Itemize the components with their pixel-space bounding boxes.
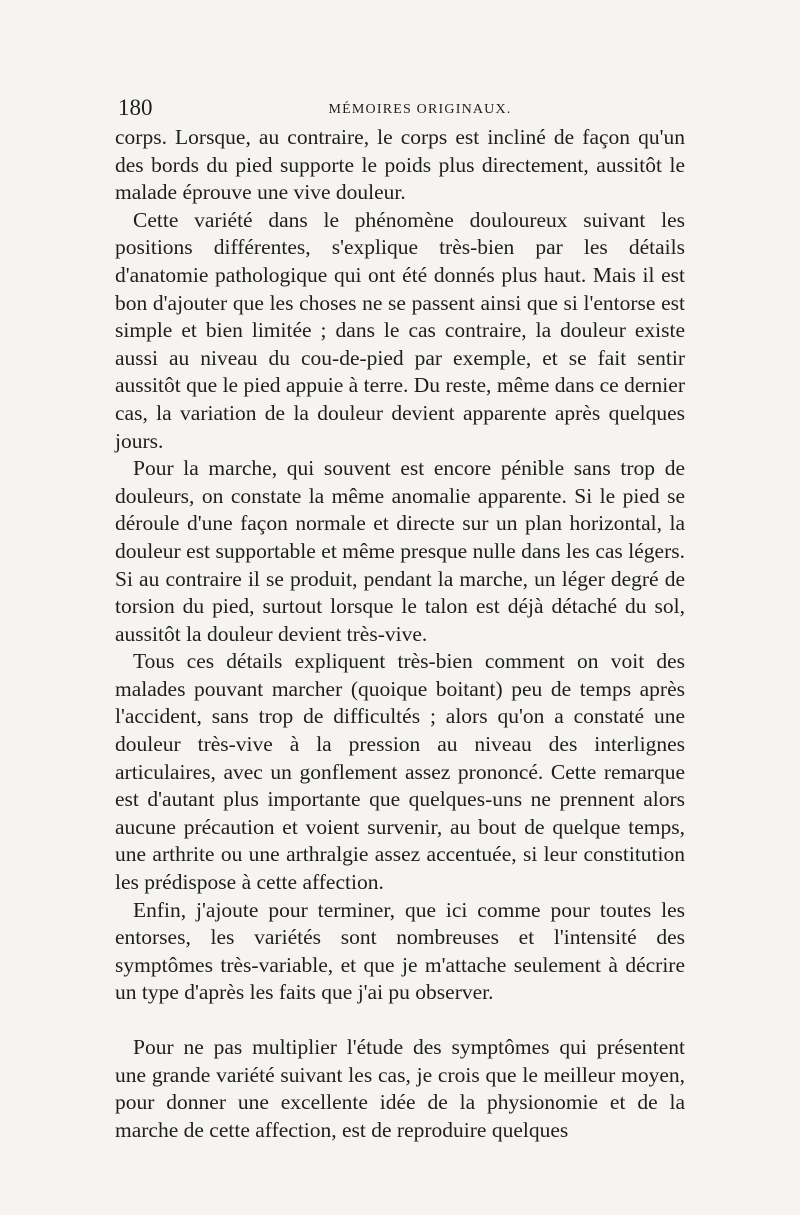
paragraph-5: Enfin, j'ajoute pour terminer, que ici comme pour toutes les entorses, les variétés sont nombreuses et l'intensité des symptômes très-variable, et que je m'attache seulement à décrire un type d'après les faits que j'ai pu observer. [115,897,685,1005]
paragraph-3: Pour la marche, qui souvent est encore pénible sans trop de douleurs, on constate la même anomalie apparente. Si le pied se déroule d'une façon normale et directe sur un plan horizontal, la douleur est supportable et même presque nulle dans les cas légers. Si au contraire il se produit, pendant la marche, un léger degré de torsion du pied, surtout lorsque le talon est déjà détaché du sol, aussitôt la douleur devient très-vive. [115,456,685,646]
paragraph-2: Cette variété dans le phénomène douloureux suivant les positions différentes, s'explique très-bien par les détails d'anatomie pathologique qui ont été donnés plus haut. Mais il est bon d'ajouter que les choses ne se passent ainsi que si l'entorse est simple et bien limitée ; dans le cas contraire, la douleur existe aussi au niveau du cou-de-pied par exemple, et se fait sentir aussitôt que le pied appuie à terre. Du reste, même dans ce dernier cas, la variation de la douleur devient apparente après quelques jours. [115,207,685,453]
paragraph-4: Tous ces détails expliquent très-bien comment on voit des malades pouvant marcher (quoique boitant) peu de temps après l'accident, sans trop de difficultés ; alors qu'on a constaté une douleur très-vive à la pression au niveau des interlignes articulaires, avec un gonflement assez prononcé. Cette remarque est d'autant plus importante que quelques-uns ne prennent alors aucune précaution et voient survenir, au bout de quelque temps, une arthrite ou une arthralgie assez accentuée, si leur constitution les prédispose à cette affection. [115,649,685,895]
running-title: MÉMOIRES ORIGINAUX. [328,102,512,117]
page-header [115,93,685,123]
paragraph-1: corps. Lorsque, au contraire, le corps est incliné de façon qu'un des bords du pied supporte le poids plus directement, aussitôt le malade éprouve une vive douleur. [115,125,685,205]
body-text [115,124,685,1144]
page-number: 180 [118,95,153,120]
paragraph-6: Pour ne pas multiplier l'étude des symptômes qui présentent une grande variété suivant les cas, je crois que le meilleur moyen, pour donner une excellente idée de la physionomie et de la marche de cette affection, est de reproduire quelques [115,1035,685,1142]
paragraph-gap [115,1007,685,1034]
